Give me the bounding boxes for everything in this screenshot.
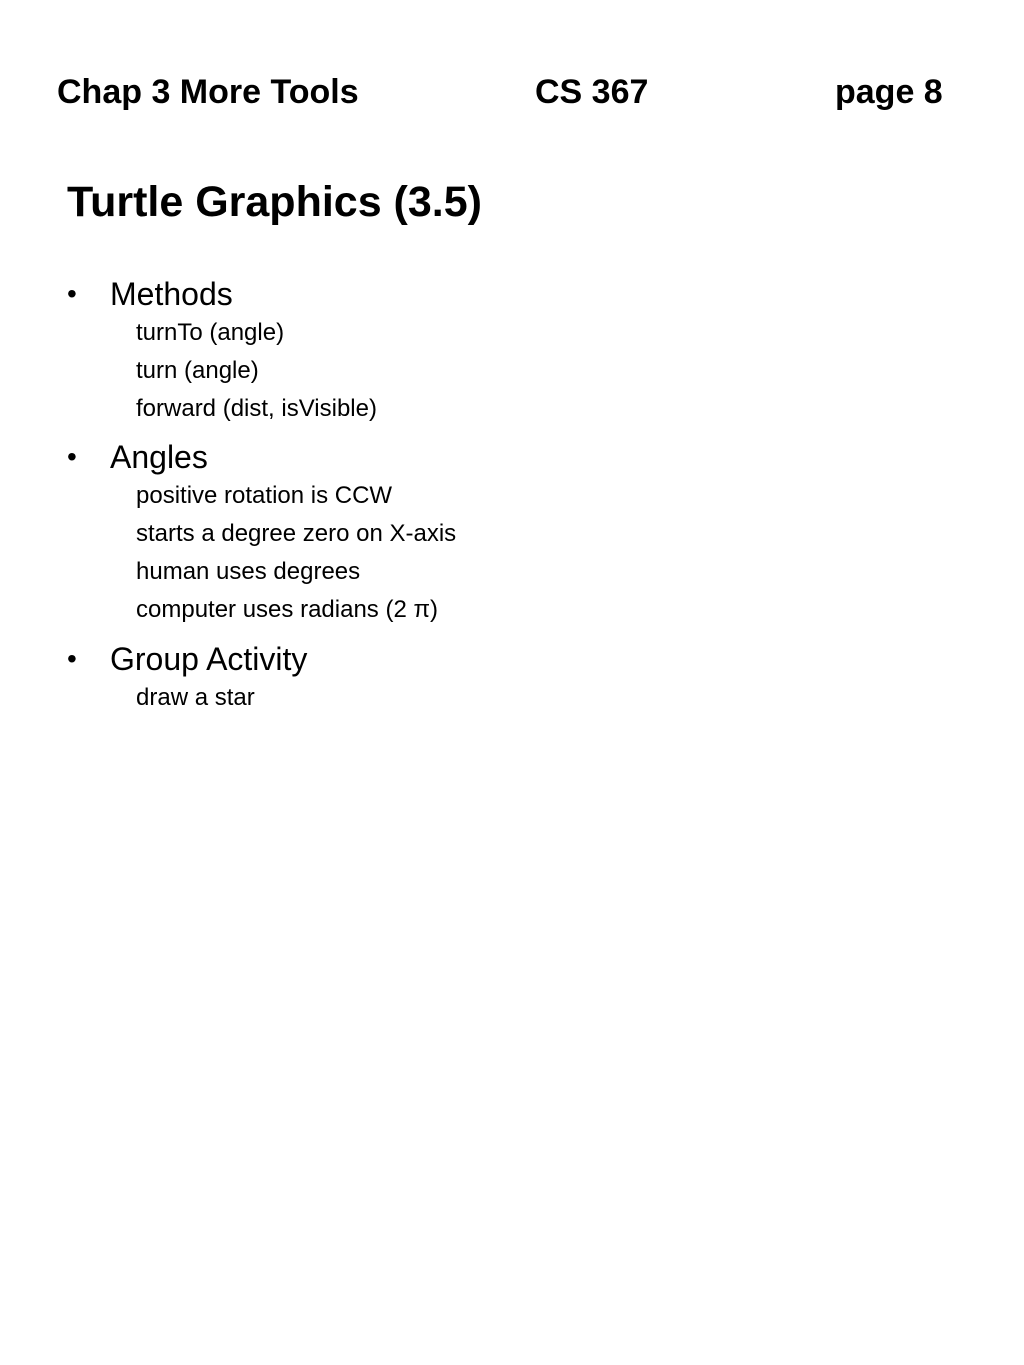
bullet-icon: • — [67, 278, 77, 309]
list-item: computer uses radians (2 π) — [136, 596, 439, 623]
section-methods — [67, 274, 377, 428]
list-item: turn (angle) — [136, 357, 259, 384]
list-item: forward (dist, isVisible) — [136, 395, 377, 422]
list-item: starts a degree zero on X-axis — [136, 520, 457, 547]
section-label: Group Activity — [110, 641, 308, 677]
list-item: draw a star — [136, 684, 255, 711]
section-group-activity — [67, 639, 308, 717]
list-item: human uses degrees — [136, 558, 361, 585]
section-angles — [67, 437, 456, 629]
bullet-heading — [67, 274, 377, 314]
bullet-icon: • — [67, 643, 77, 674]
bullet-heading — [67, 639, 308, 679]
section-label: Methods — [110, 276, 233, 312]
section-label: Angles — [110, 439, 208, 475]
page-number: page 8 — [835, 73, 943, 111]
slide-title: Turtle Graphics (3.5) — [67, 178, 482, 226]
course-code: CS 367 — [535, 73, 649, 111]
list-item: positive rotation is CCW — [136, 482, 393, 509]
list-item: turnTo (angle) — [136, 319, 285, 346]
chapter-title: Chap 3 More Tools — [57, 73, 359, 111]
bullet-heading — [67, 437, 456, 477]
bullet-icon: • — [67, 441, 77, 472]
